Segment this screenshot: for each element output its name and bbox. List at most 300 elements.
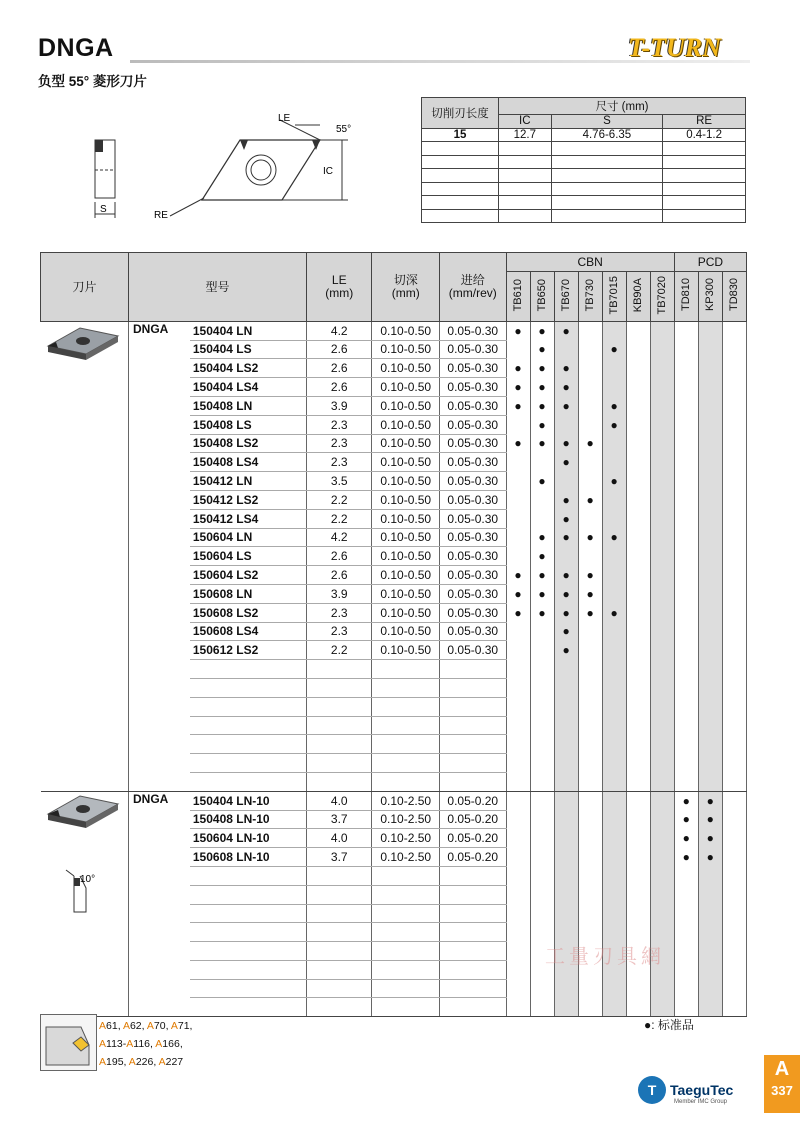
grade-dot-cell <box>722 622 746 641</box>
feed-cell: 0.05-0.30 <box>440 490 507 509</box>
grade-dot-cell <box>506 979 530 998</box>
model-cell: 150604 LS2 <box>190 566 307 585</box>
grade-dot-cell <box>722 754 746 773</box>
cell-re: 0.4-1.2 <box>663 128 746 142</box>
cell-s: 4.76-6.35 <box>551 128 663 142</box>
grade-dot-cell: ● <box>698 848 722 867</box>
grade-dot-cell <box>650 772 674 791</box>
grade-dot-cell <box>554 885 578 904</box>
grade-dot-cell <box>530 660 554 679</box>
model-cell: 150404 LN <box>190 321 307 340</box>
grade-dot-cell <box>674 678 698 697</box>
le-cell <box>307 678 372 697</box>
page-number: 337 <box>771 1083 793 1098</box>
grade-dot-cell <box>698 415 722 434</box>
le-cell: 3.9 <box>307 396 372 415</box>
feed-cell <box>440 942 507 961</box>
header-feed: 进给 (mm/rev) <box>440 253 507 322</box>
le-cell <box>307 960 372 979</box>
grade-dot-cell <box>626 848 650 867</box>
grade-dot-cell <box>650 321 674 340</box>
grade-dot-cell <box>602 923 626 942</box>
grade-dot-cell <box>602 772 626 791</box>
grade-dot-cell <box>506 716 530 735</box>
grade-dot-cell <box>578 359 602 378</box>
grade-dot-cell <box>554 472 578 491</box>
feed-cell <box>440 678 507 697</box>
grade-dot-cell <box>602 866 626 885</box>
grade-dot-cell <box>578 321 602 340</box>
grade-dot-cell <box>722 772 746 791</box>
grade-dot-cell <box>698 678 722 697</box>
doc-cell <box>372 772 440 791</box>
ref-prefix: A <box>146 1020 154 1032</box>
grade-dot-cell <box>698 622 722 641</box>
grade-dot-cell <box>530 678 554 697</box>
grade-dot-cell <box>578 848 602 867</box>
grade-dot-cell <box>650 490 674 509</box>
grade-dot-cell <box>626 472 650 491</box>
grade-dot-cell <box>626 415 650 434</box>
ref-page[interactable]: 227 <box>165 1056 184 1068</box>
grade-dot-cell <box>698 716 722 735</box>
feed-cell: 0.05-0.30 <box>440 584 507 603</box>
le-cell: 3.7 <box>307 848 372 867</box>
grade-dot-cell <box>722 415 746 434</box>
grade-dot-cell <box>626 490 650 509</box>
grade-dot-cell <box>578 885 602 904</box>
le-cell <box>307 660 372 679</box>
feed-cell <box>440 716 507 735</box>
doc-cell <box>372 716 440 735</box>
grade-dot-cell <box>674 472 698 491</box>
doc-cell <box>372 979 440 998</box>
grade-dot-cell <box>578 641 602 660</box>
grade-header: TB650 <box>530 271 554 321</box>
doc-cell: 0.10-2.50 <box>372 829 440 848</box>
grade-dot-cell <box>602 509 626 528</box>
grade-dot-cell: ● <box>602 472 626 491</box>
grade-dot-cell <box>698 772 722 791</box>
grade-dot-cell <box>602 678 626 697</box>
grade-dot-cell <box>602 735 626 754</box>
model-cell: 150604 LS <box>190 547 307 566</box>
grade-dot-cell <box>506 848 530 867</box>
grade-dot-cell: ● <box>602 396 626 415</box>
grade-dot-cell <box>554 754 578 773</box>
le-cell: 2.6 <box>307 547 372 566</box>
grade-dot-cell: ● <box>530 472 554 491</box>
grade-header: KB90A <box>626 271 650 321</box>
grade-dot-cell <box>626 697 650 716</box>
grade-dot-cell <box>650 697 674 716</box>
grade-dot-cell <box>626 622 650 641</box>
grade-dot-cell <box>674 453 698 472</box>
dim-ic-label: IC <box>323 166 333 177</box>
grade-dot-cell <box>650 829 674 848</box>
ref-page[interactable]: 61, <box>106 1020 123 1032</box>
grade-dot-cell <box>626 641 650 660</box>
grade-dot-cell <box>506 866 530 885</box>
feed-cell: 0.05-0.30 <box>440 453 507 472</box>
doc-cell: 0.10-0.50 <box>372 528 440 547</box>
grade-dot-cell <box>698 472 722 491</box>
grade-dot-cell <box>530 998 554 1017</box>
grade-dot-cell <box>698 998 722 1017</box>
feed-cell: 0.05-0.30 <box>440 566 507 585</box>
grade-header: KP300 <box>698 271 722 321</box>
grade-dot-cell <box>698 979 722 998</box>
grade-dot-cell <box>530 848 554 867</box>
le-cell <box>307 942 372 961</box>
grade-dot-cell <box>530 979 554 998</box>
doc-cell: 0.10-0.50 <box>372 566 440 585</box>
ref-page[interactable]: 71, <box>177 1020 193 1032</box>
grade-dot-cell <box>506 885 530 904</box>
grade-dot-cell: ● <box>506 396 530 415</box>
grade-dot-cell <box>506 697 530 716</box>
grade-dot-cell <box>650 923 674 942</box>
grade-dot-cell <box>722 904 746 923</box>
grade-dot-cell <box>554 979 578 998</box>
doc-cell: 0.10-0.50 <box>372 396 440 415</box>
le-cell: 2.6 <box>307 378 372 397</box>
model-cell <box>190 923 307 942</box>
le-cell: 3.7 <box>307 810 372 829</box>
ref-page[interactable]: 166, <box>162 1038 183 1050</box>
doc-cell <box>372 885 440 904</box>
doc-cell: 0.10-0.50 <box>372 321 440 340</box>
grade-dot-cell <box>722 960 746 979</box>
section-tab[interactable] <box>764 1055 800 1113</box>
grade-dot-cell: ● <box>554 453 578 472</box>
grade-dot-cell <box>674 716 698 735</box>
grade-dot-cell <box>554 735 578 754</box>
model-cell: 150404 LS <box>190 340 307 359</box>
grade-dot-cell <box>674 415 698 434</box>
grade-dot-cell <box>554 810 578 829</box>
ref-prefix: A <box>128 1056 136 1068</box>
feed-cell: 0.05-0.30 <box>440 321 507 340</box>
model-cell: 150412 LS2 <box>190 490 307 509</box>
le-cell <box>307 772 372 791</box>
grade-dot-cell <box>650 359 674 378</box>
ref-prefix: A <box>99 1020 107 1032</box>
grade-dot-cell <box>650 396 674 415</box>
grade-dot-cell <box>650 378 674 397</box>
grade-dot-cell <box>698 509 722 528</box>
grade-dot-cell: ● <box>506 378 530 397</box>
le-cell: 2.6 <box>307 566 372 585</box>
model-cell <box>190 998 307 1017</box>
insert-dimension-drawing <box>80 110 370 240</box>
grade-dot-cell <box>698 547 722 566</box>
le-cell <box>307 885 372 904</box>
grade-dot-cell <box>698 528 722 547</box>
feed-cell <box>440 772 507 791</box>
doc-cell: 0.10-0.50 <box>372 584 440 603</box>
doc-cell <box>372 998 440 1017</box>
grade-dot-cell: ● <box>602 528 626 547</box>
le-cell <box>307 866 372 885</box>
grade-dot-cell <box>722 942 746 961</box>
grade-dot-cell <box>530 453 554 472</box>
grade-dot-cell <box>698 641 722 660</box>
grade-dot-cell: ● <box>674 848 698 867</box>
grade-dot-cell: ● <box>554 378 578 397</box>
cell-ic: 12.7 <box>499 128 552 142</box>
feed-cell: 0.05-0.30 <box>440 547 507 566</box>
grade-header: TB610 <box>506 271 530 321</box>
doc-cell <box>372 942 440 961</box>
ref-page[interactable]: 226, <box>135 1056 159 1068</box>
grade-dot-cell <box>650 453 674 472</box>
grade-dot-cell <box>674 641 698 660</box>
grade-dot-cell <box>626 735 650 754</box>
grade-dot-cell <box>578 697 602 716</box>
doc-cell: 0.10-0.50 <box>372 359 440 378</box>
le-cell <box>307 716 372 735</box>
grade-dot-cell <box>602 490 626 509</box>
grade-dot-cell <box>722 829 746 848</box>
doc-cell <box>372 923 440 942</box>
grade-dot-cell <box>674 584 698 603</box>
dim-le-label: LE <box>278 113 291 124</box>
grade-dot-cell <box>530 904 554 923</box>
grade-dot-cell <box>602 359 626 378</box>
grade-dot-cell <box>626 998 650 1017</box>
grade-dot-cell <box>530 885 554 904</box>
feed-cell: 0.05-0.30 <box>440 359 507 378</box>
grade-dot-cell <box>650 885 674 904</box>
grade-dot-cell <box>650 641 674 660</box>
grade-dot-cell <box>578 378 602 397</box>
ref-page[interactable]: 62, <box>129 1020 147 1032</box>
model-cell: 150404 LN-10 <box>190 791 307 810</box>
grade-dot-cell <box>578 509 602 528</box>
dim-angle-label: 55° <box>336 124 352 135</box>
grade-dot-cell <box>602 566 626 585</box>
grade-dot-cell <box>602 810 626 829</box>
doc-cell: 0.10-0.50 <box>372 472 440 491</box>
grade-dot-cell <box>578 791 602 810</box>
grade-dot-cell <box>722 340 746 359</box>
grade-dot-cell <box>674 490 698 509</box>
grade-dot-cell <box>602 697 626 716</box>
grade-dot-cell <box>554 697 578 716</box>
grade-dot-cell <box>530 622 554 641</box>
doc-cell <box>372 904 440 923</box>
model-cell: 150412 LN <box>190 472 307 491</box>
grade-dot-cell <box>674 378 698 397</box>
doc-cell <box>372 866 440 885</box>
grade-dot-cell <box>722 547 746 566</box>
grade-dot-cell <box>530 829 554 848</box>
feed-cell: 0.05-0.20 <box>440 829 507 848</box>
grade-dot-cell <box>674 547 698 566</box>
le-cell: 3.9 <box>307 584 372 603</box>
doc-cell: 0.10-0.50 <box>372 434 440 453</box>
le-cell <box>307 979 372 998</box>
grade-dot-cell <box>578 754 602 773</box>
grade-dot-cell <box>674 754 698 773</box>
grade-dot-cell: ● <box>674 810 698 829</box>
grade-dot-cell <box>650 866 674 885</box>
grade-dot-cell <box>602 547 626 566</box>
le-cell: 2.3 <box>307 434 372 453</box>
grade-dot-cell: ● <box>530 434 554 453</box>
dim-re-label: RE <box>154 210 168 221</box>
grade-dot-cell <box>578 772 602 791</box>
model-cell: 150408 LN-10 <box>190 810 307 829</box>
doc-cell: 0.10-0.50 <box>372 453 440 472</box>
grade-dot-cell <box>506 528 530 547</box>
le-cell: 2.3 <box>307 415 372 434</box>
grade-dot-cell <box>602 660 626 679</box>
grade-dot-cell: ● <box>530 321 554 340</box>
grade-dot-cell <box>554 829 578 848</box>
grade-dot-cell <box>602 904 626 923</box>
model-cell: 150608 LN <box>190 584 307 603</box>
header-le: LE (mm) <box>307 253 372 322</box>
ref-prefix: A <box>126 1038 134 1050</box>
grade-dot-cell <box>722 603 746 622</box>
feed-cell: 0.05-0.30 <box>440 641 507 660</box>
doc-cell: 0.10-0.50 <box>372 415 440 434</box>
grade-dot-cell <box>674 321 698 340</box>
le-cell: 2.2 <box>307 490 372 509</box>
ref-page[interactable]: 113- <box>106 1038 127 1050</box>
chamfer-angle-icon <box>64 868 104 918</box>
grade-dot-cell <box>602 641 626 660</box>
grade-dot-cell <box>698 923 722 942</box>
grade-dot-cell <box>554 678 578 697</box>
grade-dot-cell <box>698 359 722 378</box>
grade-dot-cell <box>506 904 530 923</box>
grade-dot-cell <box>626 829 650 848</box>
grade-dot-cell: ● <box>698 810 722 829</box>
grade-dot-cell <box>602 998 626 1017</box>
grade-dot-cell <box>530 772 554 791</box>
le-cell: 2.3 <box>307 603 372 622</box>
grade-dot-cell <box>626 509 650 528</box>
grade-dot-cell <box>650 754 674 773</box>
grade-dot-cell <box>722 923 746 942</box>
grade-dot-cell: ● <box>554 603 578 622</box>
grade-dot-cell <box>626 603 650 622</box>
grade-dot-cell <box>578 453 602 472</box>
grade-dot-cell <box>698 378 722 397</box>
ref-page[interactable]: 70, <box>153 1020 171 1032</box>
grade-dot-cell <box>578 979 602 998</box>
grade-dot-cell <box>530 641 554 660</box>
grade-dot-cell <box>506 509 530 528</box>
grade-dot-cell: ● <box>578 566 602 585</box>
grade-dot-cell <box>602 584 626 603</box>
grade-dot-cell <box>506 547 530 566</box>
grade-dot-cell <box>578 396 602 415</box>
grade-dot-cell: ● <box>698 829 722 848</box>
grade-dot-cell <box>674 509 698 528</box>
series-name: DNGA <box>128 791 189 1017</box>
insert-image-cell <box>41 321 129 791</box>
grade-dot-cell <box>722 359 746 378</box>
grade-dot-cell <box>650 509 674 528</box>
grade-dot-cell <box>674 622 698 641</box>
grade-dot-cell: ● <box>578 490 602 509</box>
ref-page[interactable]: 195, <box>106 1056 129 1068</box>
col-ic: IC <box>499 115 552 129</box>
model-cell: 150608 LS2 <box>190 603 307 622</box>
grade-dot-cell: ● <box>530 359 554 378</box>
grade-dot-cell: ● <box>602 415 626 434</box>
grade-dot-cell <box>578 716 602 735</box>
le-cell <box>307 904 372 923</box>
grade-dot-cell: ● <box>530 415 554 434</box>
model-cell <box>190 716 307 735</box>
grade-dot-cell <box>722 434 746 453</box>
grade-dot-cell <box>578 866 602 885</box>
grade-dot-cell <box>698 434 722 453</box>
le-cell <box>307 923 372 942</box>
le-cell <box>307 754 372 773</box>
le-cell: 4.0 <box>307 829 372 848</box>
doc-cell: 0.10-0.50 <box>372 509 440 528</box>
grade-dot-cell <box>698 396 722 415</box>
grade-dot-cell <box>698 697 722 716</box>
feed-cell: 0.05-0.30 <box>440 340 507 359</box>
feed-cell: 0.05-0.30 <box>440 434 507 453</box>
grade-dot-cell <box>506 791 530 810</box>
grade-dot-cell <box>506 735 530 754</box>
grade-dot-cell <box>674 528 698 547</box>
model-cell <box>190 772 307 791</box>
grade-dot-cell <box>506 622 530 641</box>
doc-cell <box>372 678 440 697</box>
grade-dot-cell <box>530 810 554 829</box>
grade-dot-cell <box>578 547 602 566</box>
model-cell: 150604 LN <box>190 528 307 547</box>
doc-cell: 0.10-0.50 <box>372 490 440 509</box>
grade-dot-cell <box>578 415 602 434</box>
grade-dot-cell <box>722 396 746 415</box>
taegutec-logo-icon: T <box>638 1076 666 1104</box>
le-cell: 3.5 <box>307 472 372 491</box>
grade-dot-cell <box>650 678 674 697</box>
grade-dot-cell: ● <box>506 434 530 453</box>
grade-dot-cell: ● <box>506 584 530 603</box>
ref-page[interactable]: 116, <box>133 1038 156 1050</box>
feed-cell: 0.05-0.20 <box>440 848 507 867</box>
grade-dot-cell <box>674 960 698 979</box>
insert-photo-1-icon <box>44 322 122 362</box>
grade-dot-cell <box>650 434 674 453</box>
grade-dot-cell <box>722 716 746 735</box>
grade-dot-cell <box>722 453 746 472</box>
grade-dot-cell <box>626 754 650 773</box>
table-row <box>41 791 747 810</box>
feed-cell <box>440 754 507 773</box>
grade-dot-cell: ● <box>530 603 554 622</box>
grade-dot-cell <box>722 735 746 754</box>
grade-dot-cell <box>626 321 650 340</box>
grade-dot-cell <box>698 904 722 923</box>
grade-dot-cell <box>554 716 578 735</box>
grade-dot-cell <box>554 904 578 923</box>
grade-dot-cell: ● <box>554 434 578 453</box>
grade-header: TB7015 <box>602 271 626 321</box>
feed-cell: 0.05-0.30 <box>440 472 507 491</box>
